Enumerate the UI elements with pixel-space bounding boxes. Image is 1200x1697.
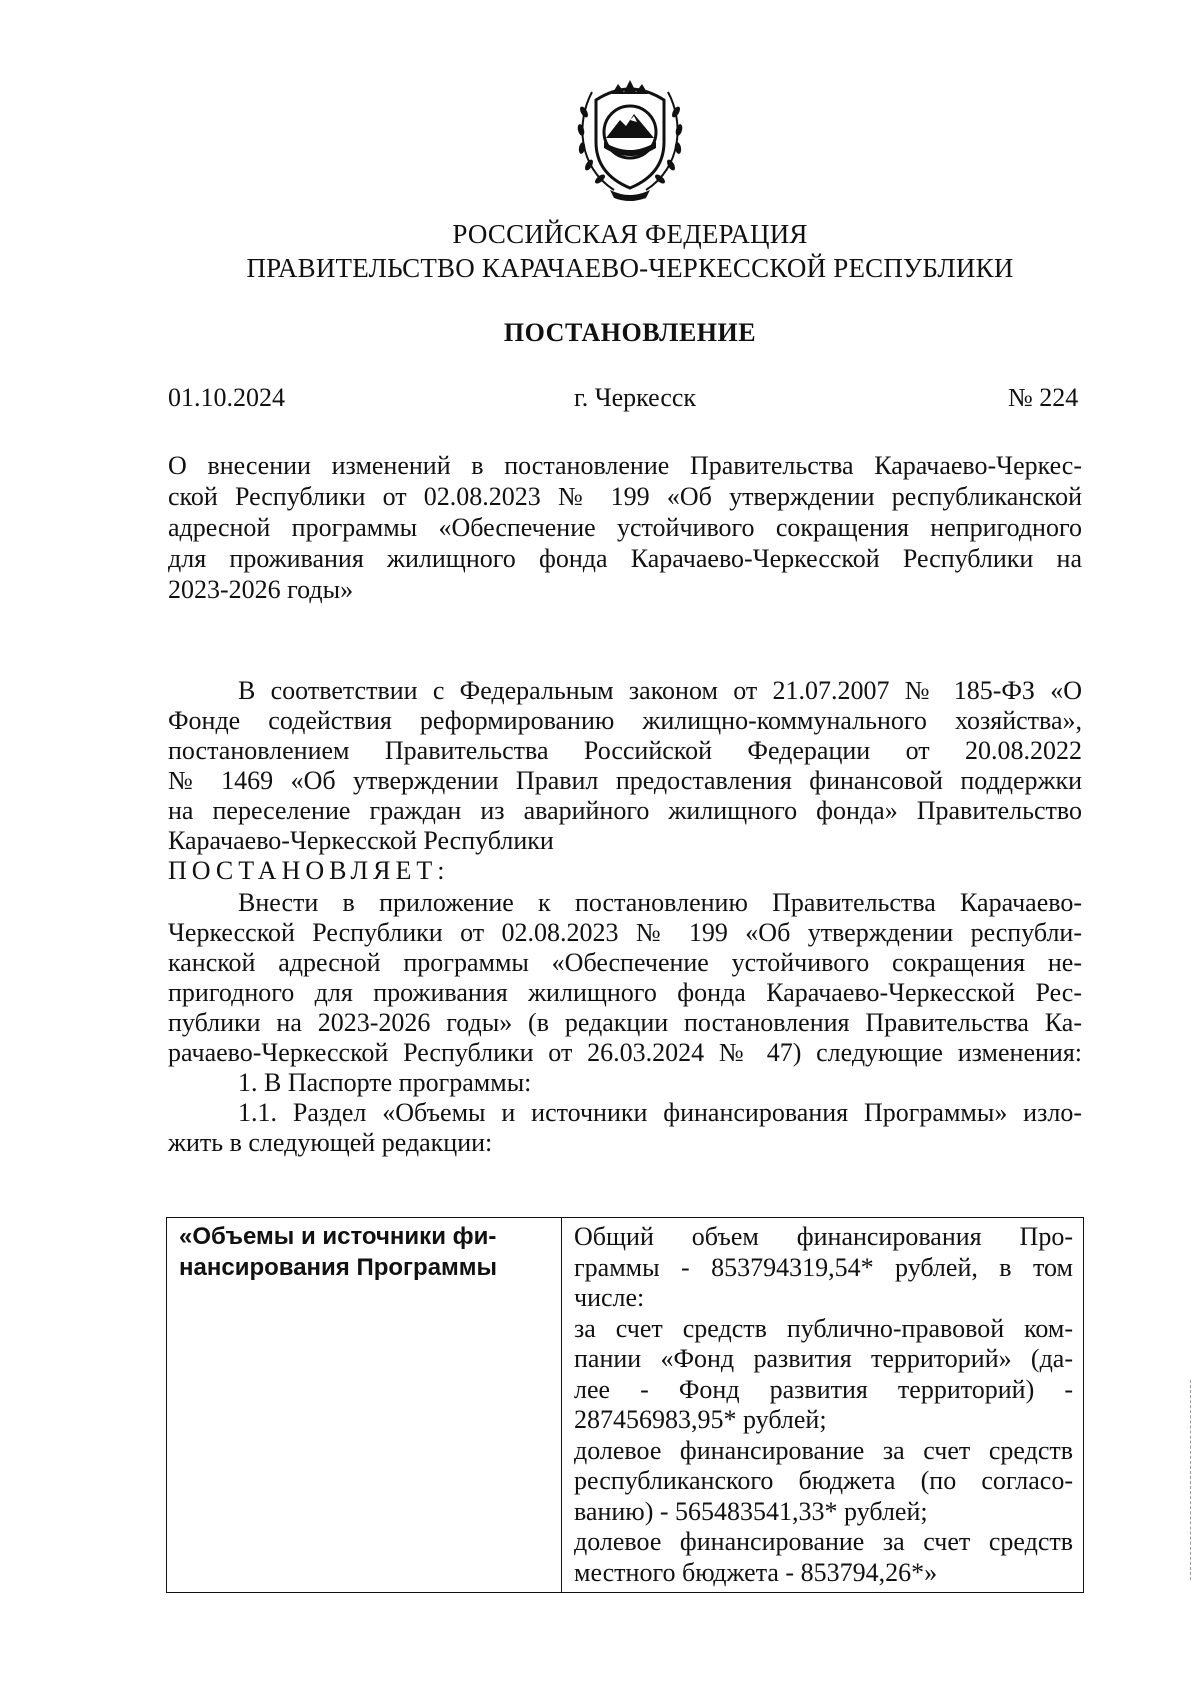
financing-table	[166, 1217, 1084, 1593]
table-right-line: местного бюджета - 853794,26*»	[574, 1557, 938, 1587]
table-left-line: «Объемы и источники фи-	[179, 1223, 497, 1250]
preamble-line: № 1469 «Об утверждении Правил предоставления финансовой поддержки	[168, 766, 1082, 795]
document-city: г. Черкесск	[574, 383, 697, 412]
table-right-cell	[562, 1218, 1084, 1593]
body-line: публики на 2023-2026 годы» (в редакции постановления Правительства Ка-	[168, 1008, 1082, 1037]
subject-line: ской Республики от 02.08.2023 № 199 «Об утверждении республиканской	[168, 482, 1082, 511]
subject-line: адресной программы «Обеспечение устойчивого сокращения непригодного	[168, 513, 1082, 542]
body-line: Черкесской Республики от 02.08.2023 № 199 «Об утверждении республи-	[168, 918, 1082, 947]
item-1-1-line: жить в следующей редакции:	[168, 1128, 493, 1157]
table-right-line: долевое финансирование за счет средств	[574, 1527, 1073, 1556]
table-right-line: республиканского бюджета (по согласо-	[574, 1466, 1073, 1495]
subject-line: 2023-2026 годы»	[168, 575, 354, 604]
header-government: ПРАВИТЕЛЬСТВО КАРАЧАЕВО-ЧЕРКЕССКОЙ РЕСПУБЛИКИ	[246, 253, 1014, 283]
document-date: 01.10.2024	[168, 383, 285, 412]
table-left-cell	[167, 1218, 562, 1593]
document-number: № 224	[1008, 383, 1079, 412]
preamble-line: Карачаево-Черкесской Республики	[168, 826, 554, 855]
table-right-line: 287456983,95* рублей;	[574, 1405, 827, 1434]
table-right-line: граммы - 853794319,54* рублей, в том	[574, 1252, 1073, 1282]
document-title: ПОСТАНОВЛЕНИЕ	[503, 318, 757, 347]
table-right-line: ванию) - 565483541,33* рублей;	[574, 1496, 928, 1526]
preamble-line: Фонде содействия реформированию жилищно-коммунального хозяйства»,	[168, 706, 1082, 735]
resolves-heading: ПОСТАНОВЛЯЕТ:	[168, 856, 450, 885]
body-line: пригодного для проживания жилищного фонда Карачаево-Черкесской Рес-	[168, 978, 1082, 1007]
table-left-line: нансирования Программы	[179, 1253, 498, 1281]
body-line: канской адресной программы «Обеспечение устойчивого сокращения не-	[168, 948, 1082, 977]
body-line: рачаево-Черкесской Республики от 26.03.2024 № 47) следующие изменения:	[168, 1038, 1082, 1067]
body-line: Внести в приложение к постановлению Правительства Карачаево-	[238, 888, 1082, 917]
preamble-line: В соответствии с Федеральным законом от 21.07.2007 № 185-ФЗ «О	[238, 676, 1082, 705]
subject-line: для проживания жилищного фонда Карачаево-Черкесской Республики на	[168, 544, 1082, 573]
table-right-line: за счет средств публично-правовой ком-	[574, 1313, 1073, 1343]
header-country: РОССИЙСКАЯ ФЕДЕРАЦИЯ	[452, 219, 808, 249]
preamble-line: на переселение граждан из аварийного жилищного фонда» Правительство	[168, 796, 1082, 825]
table-right-line: Общий объем финансирования Про-	[574, 1222, 1073, 1251]
scan-artifact-line	[1190, 1380, 1193, 1580]
table-right-line: числе:	[574, 1283, 645, 1312]
table-right-line: долевое финансирование за счет средств	[574, 1435, 1073, 1465]
item-1-1-line: 1.1. Раздел «Объемы и источники финансирования Программы» изло-	[238, 1098, 1082, 1127]
table-right-line: лее - Фонд развития территорий) -	[574, 1374, 1073, 1404]
coat-of-arms-emblem	[570, 72, 690, 202]
table-right-line: пании «Фонд развития территорий» (да-	[574, 1344, 1073, 1373]
subject-line: О внесении изменений в постановление Правительства Карачаево-Черкес-	[168, 451, 1082, 480]
item-1: 1. В Паспорте программы:	[238, 1068, 532, 1097]
table-row	[167, 1218, 1084, 1593]
preamble-line: постановлением Правительства Российской Федерации от 20.08.2022	[168, 736, 1082, 765]
